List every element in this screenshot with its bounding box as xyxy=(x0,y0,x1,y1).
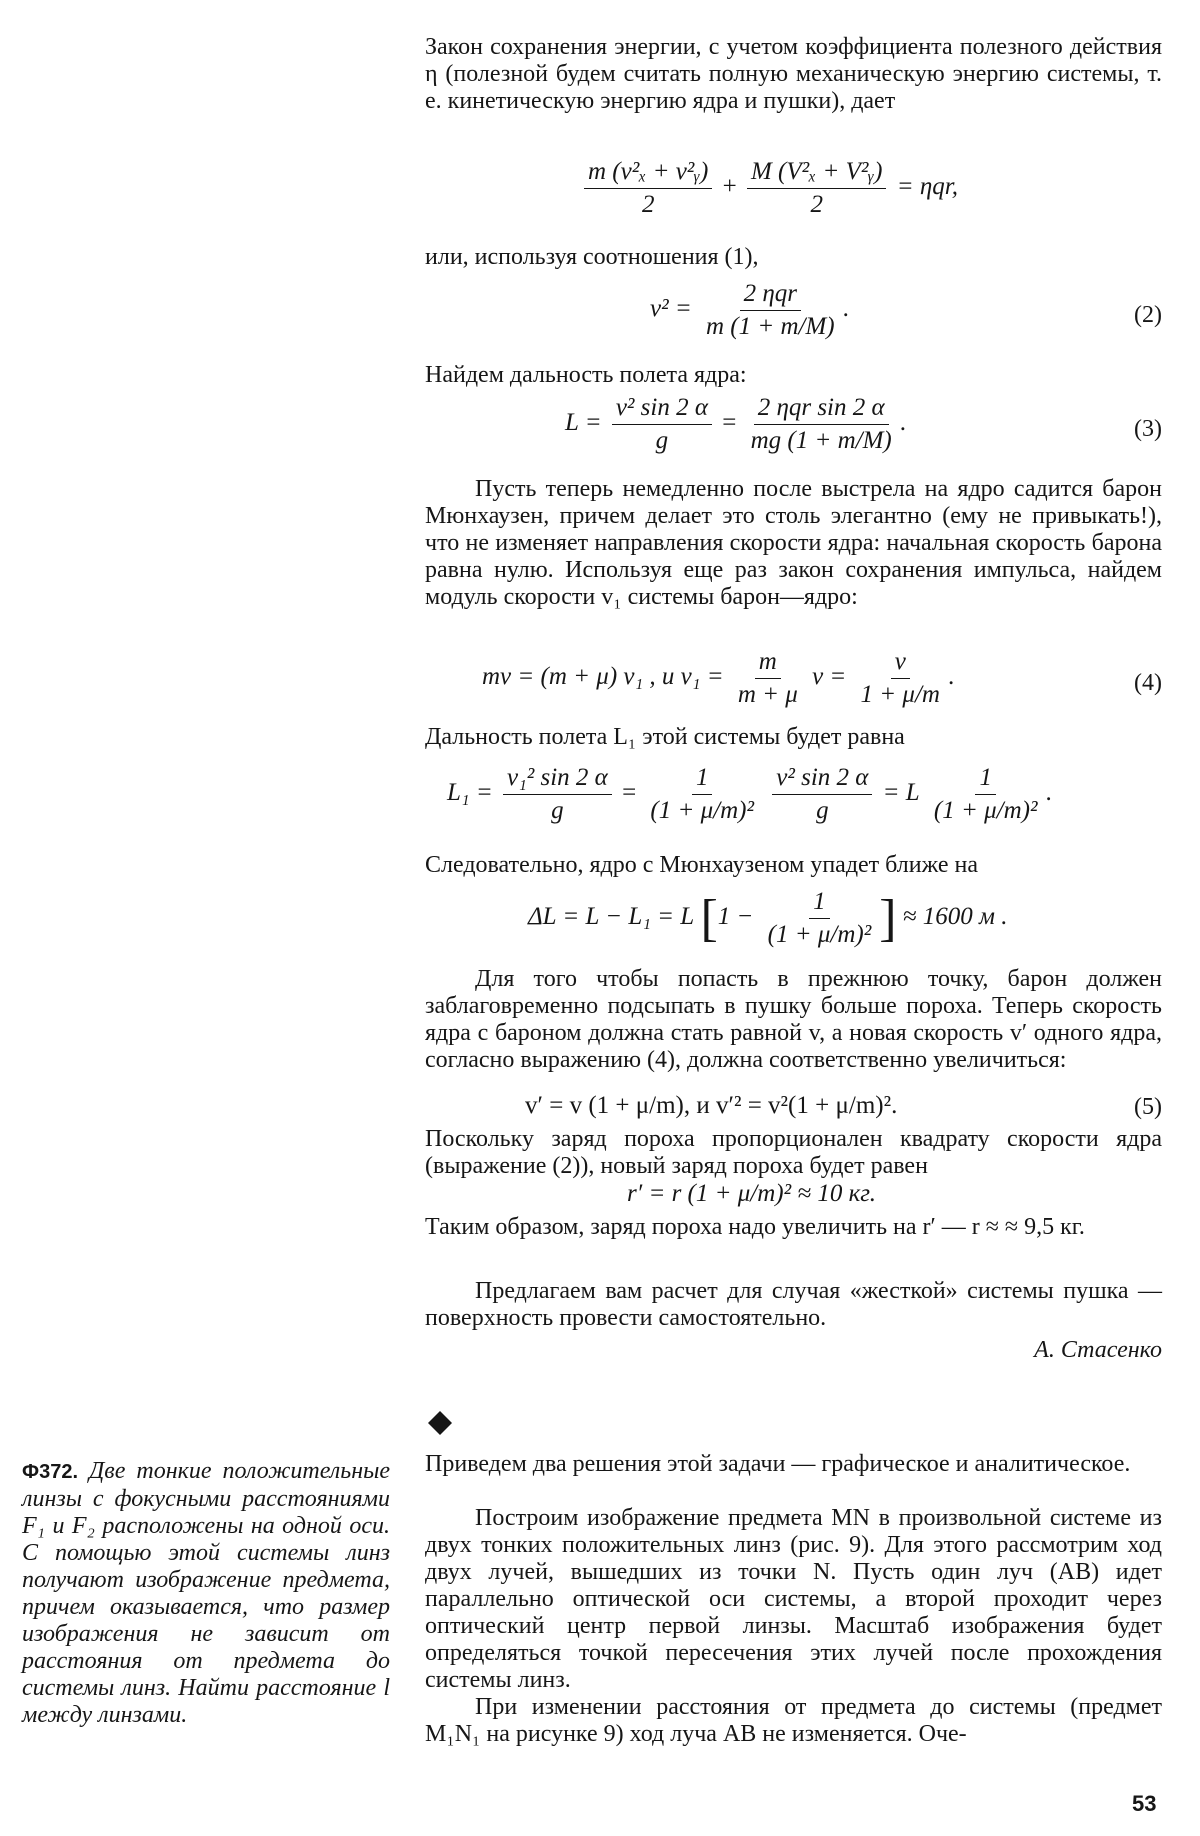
eq4-d2: 1 + μ/m xyxy=(860,681,940,708)
eq3-den2: mg (1 + m/M) xyxy=(750,427,892,454)
paragraph-construct-image: Построим изображение предмета MN в произвольной системе из двух тонких положительных линз (рис. 9). Для этого рассмотрим ход двух лучей, вышедших из точки N. Пусть один луч (AB) идет параллельно оптической оси системы, а второй проходит через оптический центр первой линзы. Масштаб изображения будет определяться точкой пересечения этих лучей после прохождения системы линз. xyxy=(425,1505,1162,1693)
eq2-den: m (1 + m/M) xyxy=(705,313,835,340)
eq5-n4: 1 xyxy=(975,764,996,795)
eq6-lhs: ΔL = L − L₁ = L xyxy=(528,903,695,931)
equation-v-squared: v² = $\frac{\text{2 ηqr}}{m (1 + m/M)}$ . xyxy=(650,280,849,340)
equation-number-2: (2) xyxy=(1134,302,1162,328)
eq5-mid: = L xyxy=(882,779,920,807)
paragraph-energy-law: Закон сохранения энергии, с учетом коэффициента полезного действия η (полезной будем считать полную механическую энергию системы, т. е. кинетическую энергию ядра и пушки), дает xyxy=(425,34,1162,114)
diamond-separator-icon xyxy=(427,1410,453,1436)
equation-range-L: L = $\frac{\text{v² sin 2 α}}{g}$ = $\frac{\text{2 ηqr sin 2 α}}{mg (1 + m/M)}$ . xyxy=(565,394,906,454)
paragraph-charge-proportional: Поскольку заряд пороха пропорционален квадрату скорости ядра (выражение (2)), новый заряд пороха будет равен xyxy=(425,1126,1162,1179)
eq4-b: v = xyxy=(812,663,847,691)
eq5-n3: v² sin 2 α xyxy=(772,764,872,795)
equation-L1: L₁ = $\frac{\text{v₁² sin 2 α}}{g}$ = $\frac{1}{\text{(1 + μ/m)²}}$ $\frac{\text{v² sin 2 α}}{g}$ = L $\frac{1}{\text{(1 + μ/m)²}}$ . xyxy=(447,764,1052,824)
eq5-lhs: L₁ = xyxy=(447,779,493,807)
bracket-right: ] xyxy=(879,890,897,947)
eq3-lhs: L = xyxy=(565,409,602,437)
eq4-a: mv = (m + μ) v₁ , и v₁ = xyxy=(482,663,724,691)
paragraph-two-solutions: Приведем два решения этой задачи — графическое и аналитическое. xyxy=(425,1451,1131,1477)
paragraph-distance-change: При изменении расстояния от предмета до системы (предмет M₁N₁ на рисунке 9) ход луча AB не изменяется. Оче- xyxy=(425,1694,1162,1747)
author-signature: А. Стасенко xyxy=(1034,1337,1162,1363)
equation-new-charge: r′ = r (1 + μ/m)² ≈ 10 кг. xyxy=(627,1180,876,1207)
paragraph-rigid-system: Предлагаем вам расчет для случая «жесткой» системы пушка — поверхность провести самостоятельно. xyxy=(425,1278,1162,1331)
eq6-rhs: ≈ 1600 м . xyxy=(902,903,1008,931)
eq1-num2: M (V²ₓ + V²ᵧ) xyxy=(747,158,887,189)
eq1-num1: m (v²ₓ + v²ᵧ) xyxy=(584,158,712,189)
paragraph-baron-sits: Пусть теперь немедленно после выстрела на ядро садится барон Мюнхаузен, причем делает это столь элегантно (ему не привыкать!), что не изменяет направления скорости ядра: начальная скорость барона равна нулю. Используя еще раз закон сохранения импульса, найдем модуль скорости v₁ системы барон—ядро: xyxy=(425,476,1162,610)
eq4-n2: v xyxy=(891,648,910,679)
eq5-d3: g xyxy=(816,797,829,824)
problem-text: Две тонкие положительные линзы с фокусными расстояниями F₁ и F₂ расположены на одной оси. С помощью этой системы линз получают изображение предмета, причем оказывается, что размер изображения не зависит от расстояния от предмета до системы линз. Найти расстояние l между линзами. xyxy=(22,1458,391,1728)
eq3-num1: v² sin 2 α xyxy=(612,394,712,425)
eq4-d1: m + μ xyxy=(737,681,798,708)
eq3-num2: 2 ηqr sin 2 α xyxy=(754,394,889,425)
eq1-rhs: = ηqr, xyxy=(896,173,958,201)
eq5-n1: v₁² sin 2 α xyxy=(503,764,612,795)
eq2-num: 2 ηqr xyxy=(740,280,801,311)
equation-delta-L xyxy=(528,888,1007,949)
problem-label: Ф372. xyxy=(22,1461,78,1483)
paragraph-using-relations: или, используя соотношения (1), xyxy=(425,244,759,270)
equation-number-4: (4) xyxy=(1134,670,1162,696)
equation-new-velocity: v′ = v (1 + μ/m), и v′² = v²(1 + μ/m)². xyxy=(525,1092,898,1119)
eq6-d: (1 + μ/m)² xyxy=(767,921,872,948)
page-number: 53 xyxy=(1132,1791,1157,1816)
equation-number-5: (5) xyxy=(1134,1094,1162,1120)
equation-number-3: (3) xyxy=(1134,416,1162,442)
eq4-n1: m xyxy=(755,648,781,679)
paragraph-falls-closer: Следовательно, ядро с Мюнхаузеном упадет ближе на xyxy=(425,852,979,878)
eq5-d4: (1 + μ/m)² xyxy=(933,797,1038,824)
eq5-n2: 1 xyxy=(692,764,713,795)
eq1-den1: 2 xyxy=(641,191,655,218)
paragraph-find-range: Найдем дальность полета ядра: xyxy=(425,362,747,388)
eq5-d2: (1 + μ/m)² xyxy=(650,797,754,824)
paragraph-more-powder: Для того чтобы попасть в прежнюю точку, барон должен заблаговременно подсыпать в пушку больше пороха. Теперь скорость ядра с бароном должна стать равной v, а новая скорость v′ одного ядра, согласно выражению (4), должна соответственно увеличиться: xyxy=(425,966,1162,1073)
eq1-den2: 2 xyxy=(810,191,823,218)
eq5-d1: g xyxy=(551,797,564,824)
equation-energy: $\frac{\text{m (v²ₓ + v²ᵧ)}}{2}$ + $\frac{\text{M (V²ₓ + V²ᵧ)}}{2}$ = ηqr, xyxy=(580,158,958,219)
eq2-lhs: v² = xyxy=(650,295,692,323)
problem-sidebar xyxy=(22,1458,390,1729)
equation-momentum: mv = (m + μ) v₁ , и v₁ = $\frac{m}{m + \mu}$ v = $\frac{v}{1 + \mu/m}$ . xyxy=(482,648,955,708)
eq3-den1: g xyxy=(655,427,669,454)
paragraph-increase-charge: Таким образом, заряд пороха надо увеличить на r′ — r ≈ ≈ 9,5 кг. xyxy=(425,1214,1085,1240)
bracket-left: [ xyxy=(700,890,718,947)
eq6-in: 1 − xyxy=(717,903,754,931)
paragraph-range-L1: Дальность полета L₁ этой системы будет равна xyxy=(425,724,905,750)
eq6-n: 1 xyxy=(809,888,830,919)
